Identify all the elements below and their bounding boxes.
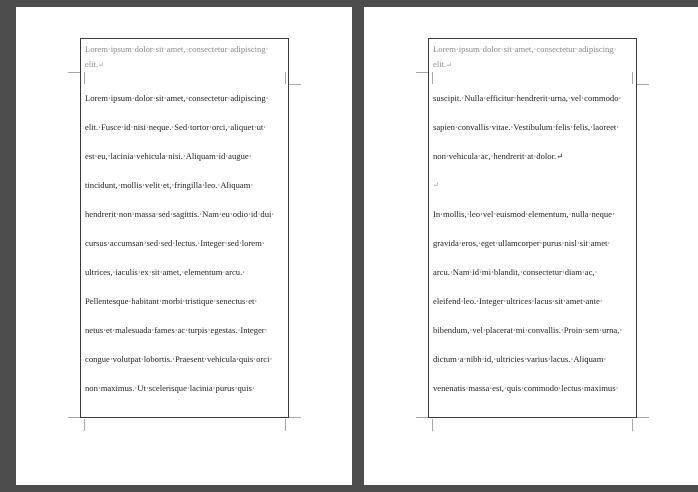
crop-mark xyxy=(68,72,80,73)
crop-mark xyxy=(84,72,85,84)
text-line: non·vehicula·ac,·hendrerit·at·dolor.↵ xyxy=(433,151,564,161)
text-line: arcu.·Nam·id·mi·blandit,·consectetur·diam·ac,· xyxy=(433,267,598,277)
crop-mark xyxy=(432,72,433,84)
body-text[interactable] xyxy=(433,93,634,412)
crop-mark xyxy=(285,72,286,84)
crop-mark xyxy=(68,417,80,418)
document-page-2[interactable] xyxy=(364,7,698,485)
text-line: bibendum,·vel·placerat·mi·convallis.·Proin·sem·urna,· xyxy=(433,325,623,335)
text-line: In·mollis,·leo·vel·euismod·elementum,·nulla·neque· xyxy=(433,209,615,219)
paragraph-mark-icon: ↵ xyxy=(98,61,105,69)
crop-mark xyxy=(432,419,433,431)
header-line-1: Lorem·ipsum·dolor·sit·amet,·consectetur·adipiscing· xyxy=(433,44,617,54)
crop-mark xyxy=(416,417,428,418)
text-line: congue·volutpat·lobortis.·Praesent·vehicula·quis·orci· xyxy=(85,354,273,364)
crop-mark xyxy=(289,417,301,418)
text-line: ultrices,·iaculis·ex·sit·amet,·elementum·arcu.· xyxy=(85,267,246,277)
crop-mark xyxy=(637,84,649,85)
text-line: eleifend·leo.·Integer·ultrices·lacus·sit·amet·ante· xyxy=(433,296,603,306)
text-line: est·eu,·lacinia·vehicula·nisi.·Aliquam·id·augue· xyxy=(85,151,252,161)
text-line: tincidunt,·mollis·velit·et,·fringilla·leo.·Aliquam· xyxy=(85,180,254,190)
document-page-1[interactable] xyxy=(16,7,352,485)
text-area-frame xyxy=(428,38,637,418)
paragraph-mark-icon: ↵ xyxy=(446,61,453,69)
header-line-2: elit.↵ xyxy=(433,59,453,69)
crop-mark xyxy=(285,419,286,431)
text-line: netus·et·malesuada·fames·ac·turpis·egestas.·Integer· xyxy=(85,325,268,335)
crop-mark xyxy=(289,84,301,85)
text-line: elit.·Fusce·id·nisi·neque.·Sed·tortor·orci,·aliquet·ut· xyxy=(85,122,267,132)
text-line: venenatis·massa·est,·quis·commodo·lectus·maximus· xyxy=(433,383,619,393)
text-line: sapien·convallis·vitae.·Vestibulum·felis·felis,·laoreet· xyxy=(433,122,620,132)
body-text[interactable] xyxy=(85,93,286,412)
text-area-frame xyxy=(80,38,289,418)
text-line: Lorem·ipsum·dolor·sit·amet,·consectetur·adipiscing· xyxy=(85,93,269,103)
crop-mark xyxy=(632,72,633,84)
text-line: cursus·accumsan·sed·sed·lectus.·Integer·sed·lorem· xyxy=(85,238,265,248)
text-line: suscipit.·Nulla·efficitur·hendrerit·urna,·vel·commodo· xyxy=(433,93,622,103)
page-header[interactable] xyxy=(433,42,634,73)
text-line: gravida·eros,·eget·ullamcorper·purus·nisl·sit·amet· xyxy=(433,238,611,248)
header-line-2: elit.↵ xyxy=(85,59,105,69)
crop-mark xyxy=(637,417,649,418)
crop-mark xyxy=(416,72,428,73)
crop-mark xyxy=(84,419,85,431)
text-line: hendrerit·non·massa·sed·sagittis.·Nam·eu·odio·id·dui· xyxy=(85,209,275,219)
page-header[interactable] xyxy=(85,42,286,73)
header-line-1: Lorem·ipsum·dolor·sit·amet,·consectetur·adipiscing· xyxy=(85,44,269,54)
text-line: Pellentesque·habitant·morbi·tristique·senectus·et· xyxy=(85,296,258,306)
crop-mark xyxy=(632,419,633,431)
text-line: non·maximus.·Ut·scelerisque·lacinia·purus·quis· xyxy=(85,383,255,393)
empty-paragraph-mark: ↵ xyxy=(433,181,439,189)
text-line: dictum·a·nibh·id,·ultricies·varius·lacus.·Aliquam· xyxy=(433,354,607,364)
